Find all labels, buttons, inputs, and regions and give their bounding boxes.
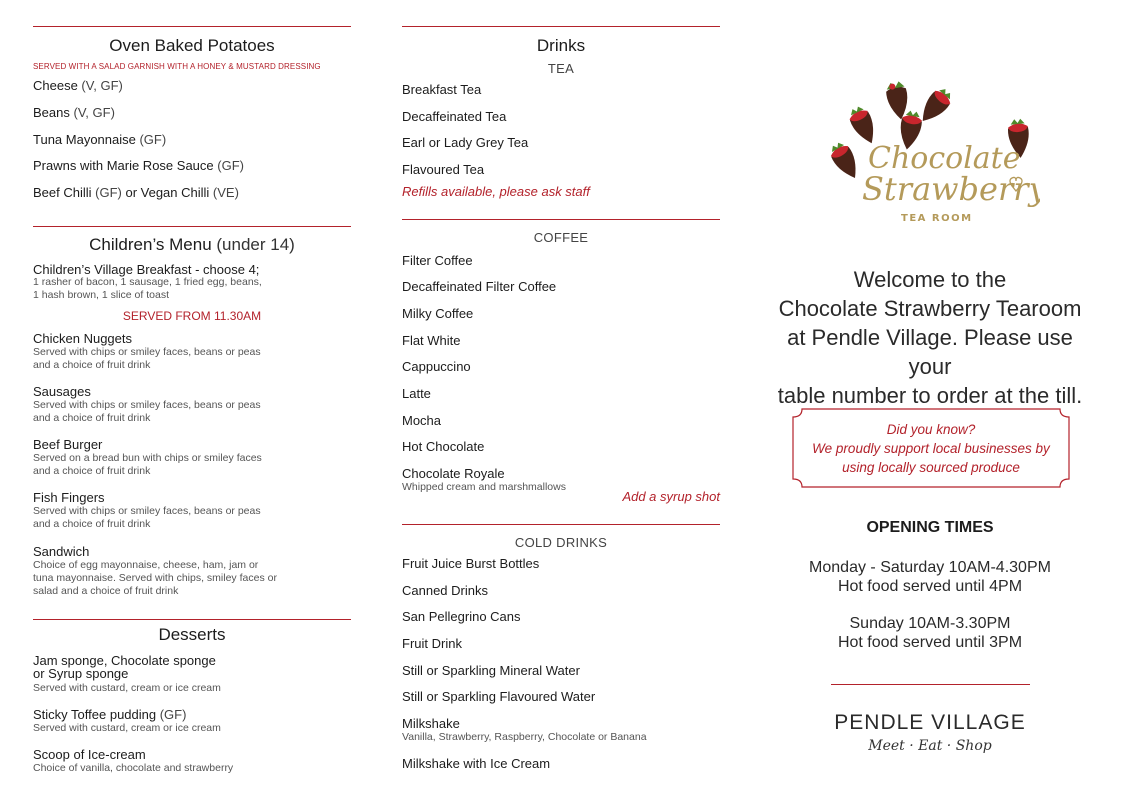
welcome-line: table number to order at the till.: [777, 383, 1083, 408]
menu-item: Chocolate Royale: [402, 466, 505, 481]
menu-item: Flavoured Tea: [402, 162, 485, 177]
menu-item: Fruit Drink: [402, 636, 462, 651]
item-description: and a choice of fruit drink: [33, 412, 151, 424]
item-description: and a choice of fruit drink: [33, 465, 151, 477]
menu-item: or Syrup sponge: [33, 666, 129, 681]
item-description: 1 rasher of bacon, 1 sausage, 1 fried egg, beans,: [33, 276, 262, 288]
weekday-food: Hot food served until 4PM: [837, 578, 1023, 595]
served-from-note: SERVED FROM 11.30AM: [122, 309, 262, 323]
pendle-village-logo: PENDLE VILLAGE: [834, 711, 1026, 734]
item-description: 1 hash brown, 1 slice of toast: [33, 289, 169, 301]
cold-drinks-heading: COLD DRINKS: [514, 535, 608, 550]
menu-item: Scoop of Ice-cream: [33, 747, 146, 762]
menu-item: Children’s Village Breakfast - choose 4;: [33, 262, 260, 277]
item-description: and a choice of fruit drink: [33, 359, 151, 371]
item-description: Served with chips or smiley faces, beans or peas: [33, 346, 261, 358]
menu-item: Still or Sparkling Flavoured Water: [402, 689, 596, 704]
menu-item: Sticky Toffee pudding (GF): [33, 707, 187, 722]
item-description: salad and a choice of fruit drink: [33, 585, 179, 597]
menu-item: Beef Burger: [33, 437, 103, 452]
menu-item: Hot Chocolate: [402, 439, 485, 454]
refills-note: Refills available, please ask staff: [402, 184, 590, 199]
potatoes-title: Oven Baked Potatoes: [109, 36, 275, 55]
welcome-line: Welcome to the: [853, 267, 1007, 292]
menu-item: Jam sponge, Chocolate sponge: [33, 653, 216, 668]
welcome-line: at Pendle Village. Please use your: [787, 325, 1073, 379]
menu-item: Still or Sparkling Mineral Water: [402, 663, 580, 678]
menu-item: Decaffeinated Tea: [402, 109, 507, 124]
menu-item: Beans (V, GF): [33, 105, 115, 120]
menu-item: Milkshake: [402, 716, 460, 731]
item-description: Whipped cream and marshmallows: [402, 481, 566, 493]
did-you-know-line: Did you know?: [886, 422, 976, 437]
did-you-know-line: using locally sourced produce: [842, 460, 1020, 475]
logo-word-strawberry: Strawberry: [862, 170, 1040, 208]
syrup-note: Add a syrup shot: [622, 489, 720, 504]
menu-item: Decaffeinated Filter Coffee: [402, 279, 557, 294]
children-title: Children’s Menu (under 14): [89, 235, 295, 254]
menu-item: Earl or Lady Grey Tea: [402, 135, 529, 150]
menu-item: Chicken Nuggets: [33, 331, 132, 346]
menu-item: Beef Chilli (GF) or Vegan Chilli (VE): [33, 185, 239, 200]
divider: [402, 26, 720, 27]
menu-item: Prawns with Marie Rose Sauce (GF): [33, 158, 244, 173]
menu-item: Tuna Mayonnaise (GF): [33, 132, 167, 147]
did-you-know-box: [792, 408, 1070, 488]
menu-item: Fish Fingers: [33, 490, 105, 505]
item-description: and a choice of fruit drink: [33, 518, 151, 530]
opening-hours: [770, 558, 1090, 652]
coffee-heading: COFFEE: [533, 230, 589, 245]
divider: [33, 619, 351, 620]
menu-item: Sausages: [33, 384, 91, 399]
menu-item: San Pellegrino Cans: [402, 609, 521, 624]
menu-item: Sandwich: [33, 544, 90, 559]
sunday-hours: Sunday 10AM-3.30PM: [849, 615, 1011, 632]
menu-item: Cappuccino: [402, 359, 471, 374]
item-description: tuna mayonnaise. Served with chips, smiley faces or: [33, 572, 277, 584]
menu-item: Mocha: [402, 413, 442, 428]
divider: [831, 684, 1030, 685]
item-description: Vanilla, Strawberry, Raspberry, Chocolate or Banana: [402, 731, 647, 743]
item-description: Choice of vanilla, chocolate and strawberry: [33, 762, 234, 774]
weekday-hours: Monday - Saturday 10AM-4.30PM: [809, 559, 1051, 576]
did-you-know-line: We proudly support local businesses by: [812, 441, 1050, 456]
divider: [33, 26, 351, 27]
item-description: Choice of egg mayonnaise, cheese, ham, jam or: [33, 559, 259, 571]
strawberry-icon: [826, 72, 1040, 234]
menu-item: Fruit Juice Burst Bottles: [402, 556, 540, 571]
opening-times-title: OPENING TIMES: [866, 519, 994, 536]
menu-item: Milky Coffee: [402, 306, 474, 321]
potatoes-note: SERVED WITH A SALAD GARNISH WITH A HONEY & MUSTARD DRESSING: [33, 62, 321, 71]
menu-item: Breakfast Tea: [402, 82, 482, 97]
item-description: Served with custard, cream or ice cream: [33, 722, 221, 734]
tearoom-logo: [826, 72, 1040, 234]
sunday-food: Hot food served until 3PM: [837, 634, 1023, 651]
logo-tea-room: TEA ROOM: [901, 213, 973, 224]
drinks-title: Drinks: [536, 36, 586, 55]
item-description: Served with custard, cream or ice cream: [33, 682, 221, 694]
menu-item: Cheese (V, GF): [33, 78, 123, 93]
desserts-title: Desserts: [158, 625, 226, 644]
item-description: Served with chips or smiley faces, beans or peas: [33, 505, 261, 517]
divider: [402, 524, 720, 525]
pendle-tagline: Meet · Eat · Shop: [868, 738, 992, 754]
menu-item: Flat White: [402, 333, 461, 348]
item-description: Served with chips or smiley faces, beans or peas: [33, 399, 261, 411]
menu-item: Milkshake with Ice Cream: [402, 756, 551, 771]
logo-word-chocolate: Chocolate: [868, 141, 1021, 176]
item-description: Served on a bread bun with chips or smiley faces: [33, 452, 262, 464]
divider: [33, 226, 351, 227]
welcome-message: [770, 265, 1090, 410]
menu-item: Latte: [402, 386, 431, 401]
menu-item: Canned Drinks: [402, 583, 488, 598]
tea-heading: TEA: [547, 61, 575, 76]
divider: [402, 219, 720, 220]
welcome-line: Chocolate Strawberry Tearoom: [778, 296, 1082, 321]
menu-item: Filter Coffee: [402, 253, 473, 268]
